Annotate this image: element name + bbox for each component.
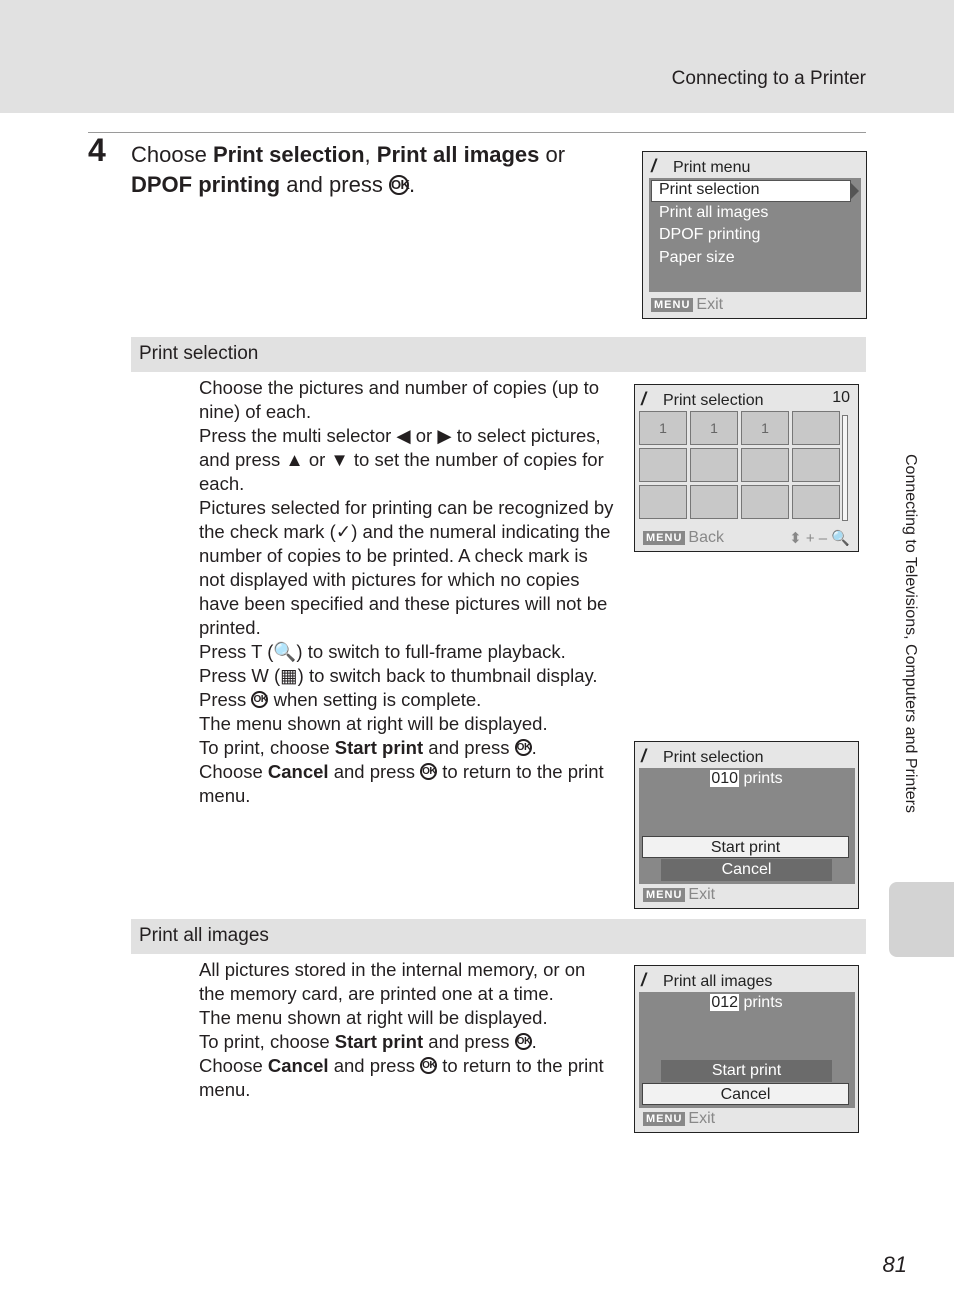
menu-item-print-selection[interactable]: Print selection — [659, 181, 760, 198]
menu-key-icon: MENU — [643, 1112, 685, 1126]
chevron-right-icon — [851, 183, 859, 199]
side-tab-text: Connecting to Televisions, Computers and Printers — [902, 454, 919, 813]
image-count: 10 — [832, 389, 850, 406]
ok-button-icon: OK — [420, 1057, 437, 1074]
print-all-text: All pictures stored in the internal memory, or on the memory card, are printed one at a time. The menu shown at right will be displayed. To print, choose Start print and press OK. Choose Cancel and press OK to return to the print menu. — [199, 959, 604, 1100]
menu-key-icon: MENU — [643, 888, 685, 902]
back-hint: MENU Back — [643, 529, 724, 547]
prints-count: 012 prints — [711, 994, 783, 1011]
print-all-title: / Print all images — [641, 970, 773, 990]
pictbridge-icon: / — [641, 389, 647, 409]
side-tab — [889, 882, 954, 957]
thumbnail[interactable]: 1 — [741, 411, 789, 445]
thumbnail[interactable] — [741, 448, 789, 482]
pictbridge-icon: / — [641, 970, 647, 990]
step-divider — [88, 132, 866, 133]
confirm-title: / Print selection — [641, 746, 764, 766]
menu-item-dpof-printing[interactable]: DPOF printing — [659, 226, 761, 243]
print-selection-title: / Print selection — [641, 389, 764, 409]
thumbnail[interactable] — [639, 448, 687, 482]
cancel-button[interactable]: Cancel — [642, 1083, 849, 1105]
ok-button-icon: OK — [420, 763, 437, 780]
exit-hint: MENU Exit — [643, 886, 715, 904]
thumbnail[interactable] — [792, 448, 840, 482]
prints-count: 010 prints — [711, 770, 783, 787]
thumbnail[interactable] — [741, 485, 789, 519]
ok-button-icon: OK — [251, 691, 268, 708]
print-menu-title: / Print menu — [651, 156, 751, 176]
cancel-button[interactable]: Cancel — [661, 859, 832, 881]
start-print-button[interactable]: Start print — [661, 1060, 832, 1082]
menu-item-print-all-images[interactable]: Print all images — [659, 204, 769, 221]
control-icons: ⬍ + – 🔍 — [789, 530, 850, 547]
thumbnail[interactable] — [792, 485, 840, 519]
header-band — [0, 0, 954, 113]
print-selection-grid-screen — [634, 384, 859, 552]
scrollbar[interactable] — [842, 415, 848, 521]
chapter-header: Connecting to a Printer — [671, 68, 866, 89]
thumbnail[interactable] — [690, 448, 738, 482]
ok-button-icon: OK — [515, 739, 532, 756]
menu-item-paper-size[interactable]: Paper size — [659, 249, 735, 266]
menu-panel — [649, 178, 861, 292]
thumbnail[interactable] — [690, 485, 738, 519]
print-selection-confirm-screen — [634, 741, 859, 909]
page-number: 81 — [882, 1252, 907, 1277]
exit-hint: MENU Exit — [651, 296, 723, 314]
ok-button-icon: OK — [515, 1033, 532, 1050]
pictbridge-icon: / — [641, 746, 647, 766]
menu-key-icon: MENU — [651, 298, 693, 312]
section-heading-print-selection: Print selection — [131, 337, 866, 372]
thumbnail-grid — [639, 411, 840, 519]
menu-key-icon: MENU — [643, 531, 685, 545]
step-number: 4 — [88, 132, 106, 168]
thumbnail[interactable]: 1 — [690, 411, 738, 445]
print-selection-text: Choose the pictures and number of copies (up to nine) of each. Press the multi selector ◀ or ▶ to select pictures, and press ▲ or ▼ to set the number of copies for each. Pictures selected for printing can be recognized by the check mark (✓) and the numeral indicating the number of copies to be printed. A check mark is not displayed with pictures for which no copies have been specified and these pictures will not be printed. Press T (🔍) to switch to full-frame playback. Press W (▦) to switch back to thumbnail display. Press OK when setting is complete. The menu shown at right will be displayed. To print, choose Start print and press OK. Choose Cancel and press OK to return to the print menu. — [199, 377, 614, 806]
print-all-screen — [634, 965, 859, 1133]
print-menu-screen — [642, 151, 867, 319]
exit-hint: MENU Exit — [643, 1110, 715, 1128]
section-heading-print-all-images: Print all images — [131, 919, 866, 954]
thumbnail[interactable] — [792, 411, 840, 445]
thumbnail[interactable]: 1 — [639, 411, 687, 445]
start-print-button[interactable]: Start print — [642, 836, 849, 858]
thumbnail[interactable] — [639, 485, 687, 519]
step-instruction: Choose Print selection, Print all images or DPOF printing and press OK. — [131, 142, 566, 197]
ok-button-icon: OK — [389, 175, 409, 195]
pictbridge-icon: / — [651, 156, 657, 176]
